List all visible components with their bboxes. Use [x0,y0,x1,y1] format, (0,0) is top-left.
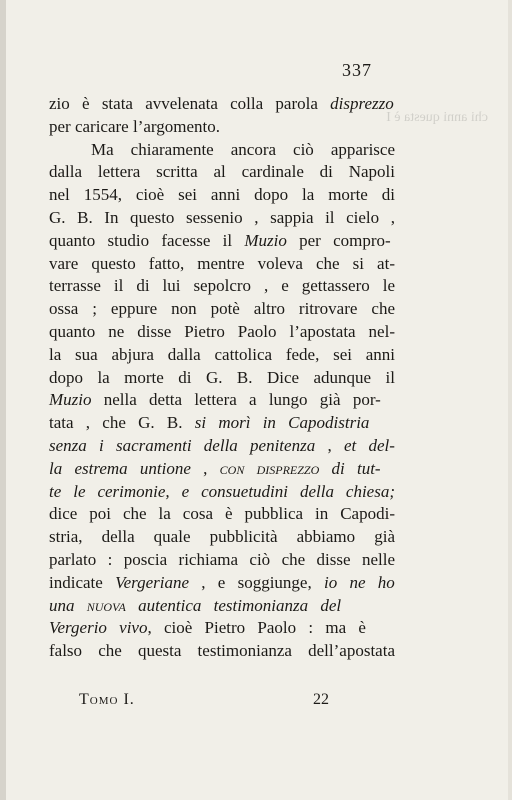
text-segment: , cioè Pietro Paolo : ma è [147,618,366,638]
text-segment: falso che questa testimonianza dell’apostata [49,641,395,661]
text-segment: la sua abjura dalla cattolica fede, sei anni [49,344,395,364]
text-segment: disprezzo [330,94,394,113]
text-line [49,161,395,184]
text-segment: una [49,595,87,615]
text-segment: si morì in Capodistria [194,413,370,433]
text-line [49,298,395,321]
text-line [49,549,395,572]
page-footer [79,691,329,709]
text-line [49,595,395,618]
text-line [49,640,395,663]
text-line [49,572,395,595]
signature-mark: 22 [313,691,329,708]
text-segment: te le cerimonie, e consuetudini della chiesa; [49,481,395,501]
text-line [49,412,395,435]
text-segment: Muzio [49,390,92,410]
text-segment: vare questo fatto, mentre voleva che si at- [49,253,395,273]
text-line [49,116,395,139]
bleed-through-text: chi anni questa è I [386,110,488,125]
text-segment: per compro- [286,230,391,250]
text-segment: Vergerio vivo [49,618,148,638]
text-segment: dalla lettera scritta al cardinale di Napoli [49,162,395,182]
volume-label: Tomo I. [79,691,135,708]
text-line [49,526,395,549]
text-segment: dice poi che la cosa è pubblica in Capodi- [49,504,395,524]
text-segment: terrasse il di lui sepolcro , e gettassero le [49,276,395,296]
text-line [49,207,395,230]
text-line [49,275,395,298]
text-segment: Vergeriane [115,572,190,592]
text-line [49,230,395,253]
text-segment: io ne ho [323,572,395,592]
text-segment: quanto ne disse Pietro Paolo l’apostata nel- [49,321,395,341]
text-line [49,617,395,640]
text-segment: et del- [343,435,395,455]
text-segment: G. B. In questo sessenio , sappia il cielo , [49,207,395,227]
text-line [49,458,395,481]
text-segment: la estrema untione [49,458,191,478]
text-segment: indicate [49,572,116,592]
text-line [49,184,395,207]
text-segment: Muzio [244,230,287,250]
text-segment: autentica testimonianza del [125,595,342,615]
text-segment: con disprezzo [219,458,320,478]
text-segment: nuova [86,595,126,615]
text-segment: nel 1554, cioè sei anni dopo la morte di [49,185,395,205]
text-line [49,481,395,504]
text-segment: , [315,435,344,455]
text-segment: stria, della quale pubblicità abbiamo già [49,527,395,547]
text-line [49,139,395,162]
text-segment: dopo la morte di G. B. Dice adunque il [49,367,395,387]
text-segment: zio è stata avvelenata colla parola [49,94,331,113]
text-segment: per caricare l’argomento. [49,116,221,136]
text-segment: Ma chiaramente ancora ciò apparisce [91,139,395,159]
text-segment: nella detta lettera a lungo già por- [91,390,381,410]
text-segment: di tut- [331,458,381,478]
text-segment: , e soggiunge, [189,572,324,592]
text-line [49,435,395,458]
text-segment: senza i sacramenti della penitenza [49,435,316,455]
text-line [49,344,395,367]
text-segment: ossa ; eppure non potè altro ritrovare che [49,299,395,319]
text-segment: parlato : poscia richiama ciò che disse nelle [49,549,395,569]
text-segment: tata , che G. B. [49,413,195,433]
text-line [49,93,395,116]
page-number: 337 [342,60,372,80]
text-segment: quanto studio facesse il [49,230,245,250]
text-line [49,321,395,344]
text-line [49,253,395,276]
body-text [49,93,395,663]
text-segment [319,458,331,481]
text-line [49,389,395,412]
text-segment: , [190,458,220,478]
text-line [49,367,395,390]
text-line [49,503,395,526]
